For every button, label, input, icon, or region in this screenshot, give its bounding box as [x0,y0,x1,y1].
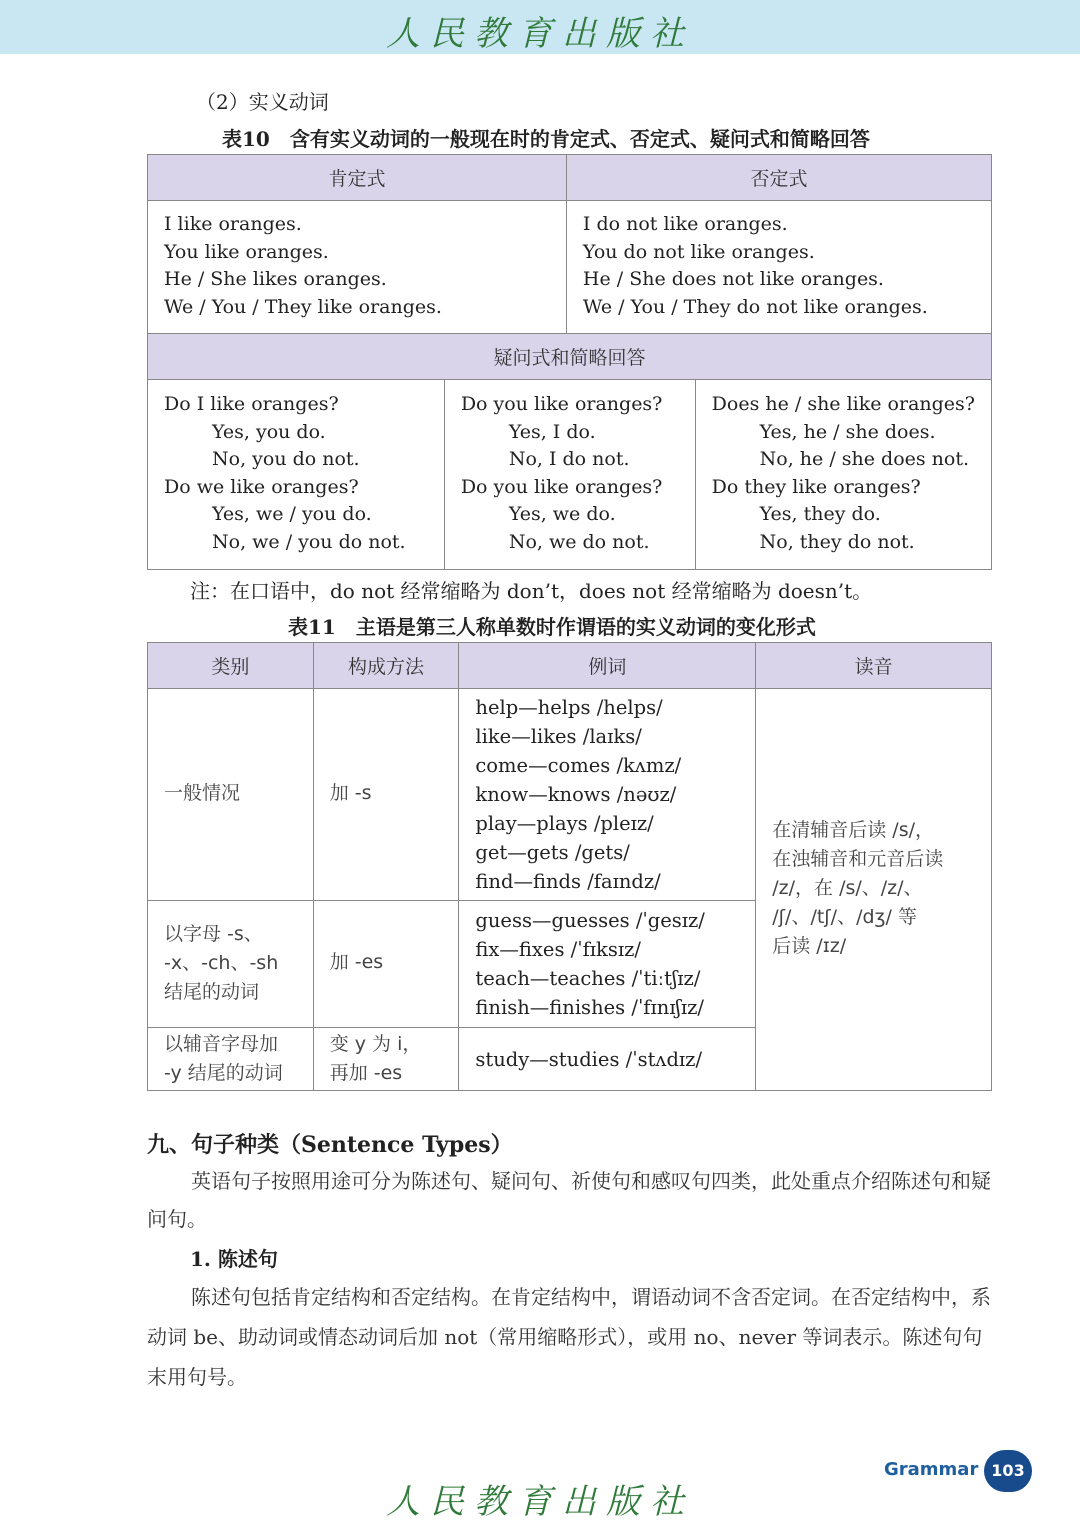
answer-line: Yes, we / you do. [212,503,372,525]
table11-header-category: 类别 [148,643,314,689]
question-line: Do they like oranges? [711,475,921,498]
row2-examples [459,901,756,1028]
row2-method: 加 -es [313,901,459,1028]
section9-title: 九、句子种类（Sentence Types） [147,1132,513,1158]
row1-method: 加 -s [313,689,459,901]
table10-title: 含有实义动词的一般现在时的肯定式、否定式、疑问式和简略回答 [289,127,870,151]
row2-category [148,901,314,1028]
section9-intro: 英语句子按照用途可分为陈述句、疑问句、祈使句和感叹句四类，此处重点介绍陈述句和疑问句。 [147,1169,991,1231]
table10-header-affirm: 肯定式 [148,155,567,201]
answer-line: Yes, they do. [759,503,881,525]
answer-line: No, I do not. [508,448,630,470]
question-line: Do you like oranges? [460,393,663,415]
answer-line: No, we do not. [508,530,650,553]
table10-note: 注：在口语中，do not 经常缩略为 don’t，does not 经常缩略为 doesn’t。 [190,579,873,603]
table10-number: 表10 [222,127,270,151]
pronunciation-line: 在浊辅音和元音后读 [772,848,944,870]
example-word: finish—finishes /ˈfɪnɪʃɪz/ [475,996,704,1019]
example-word: play—plays /pleɪz/ [475,812,654,835]
table10-question-cell-1 [148,380,445,570]
table11-header-examples: 例词 [459,643,756,689]
publisher-logo-top: 人民教育出版社 [386,14,694,54]
table11-header-method: 构成方法 [313,643,459,689]
category-line: -y 结尾的动词 [164,1062,283,1084]
question-line: Do I like oranges? [164,393,339,415]
row3-method [313,1028,459,1091]
example-word: come—comes /kʌmz/ [475,754,682,777]
affirm-line: We / You / They like oranges. [164,295,442,318]
row1-examples [459,689,756,901]
publisher-logo-bottom: 人民教育出版社 [386,1482,694,1522]
method-line: 再加 -es [329,1062,403,1084]
pronunciation-line: /z/，在 /s/、/z/、 [772,877,923,899]
table11-caption [288,611,816,640]
table11 [147,642,992,1091]
table10-question-cell-2 [444,380,695,570]
example-word: get—gets /gets/ [475,841,630,864]
answer-line: Yes, you do. [212,420,326,443]
pronunciation-line: /ʃ/、/tʃ/、/dʒ/ 等 [772,906,917,928]
question-line: Do we like oranges? [164,475,359,498]
pronunciation-line: 在清辅音后读 /s/， [772,819,935,841]
question-line: Does he / she like oranges? [711,393,975,415]
table10-question-cell-3 [695,380,991,570]
negative-line: We / You / They do not like oranges. [582,295,928,318]
example-word: help—helps /helps/ [475,696,663,719]
table10-header-negative: 否定式 [566,155,991,201]
example-word: fix—fixes /ˈfɪksɪz/ [475,938,641,961]
row3-examples [459,1028,756,1091]
method-line: 变 y 为 i， [329,1033,422,1055]
table11-number: 表11 [288,615,336,639]
question-line: Do you like oranges? [460,475,663,498]
answer-line: No, they do not. [759,530,915,553]
subsection-declarative-text: 陈述句包括肯定结构和否定结构。在肯定结构中，谓语动词不含否定词。在否定结构中，系动词 be、助动词或情态动词后加 not（常用缩略形式），或用 no、never 等词表示。陈述句句末用句号。 [147,1285,991,1389]
negative-line: I do not like oranges. [582,213,788,235]
pronunciation-line: 后读 /ɪz/ [772,935,847,957]
example-word: teach—teaches /ˈtiːtʃɪz/ [475,967,701,990]
answer-line: Yes, he / she does. [759,420,936,443]
answer-line: Yes, we do. [508,503,616,525]
example-word: study—studies /ˈstʌdɪz/ [475,1047,703,1071]
category-line: -x、-ch、-sh [164,951,279,974]
example-word: know—knows /nəʊz/ [475,783,677,806]
table10-affirm-cell [148,201,567,334]
answer-line: No, we / you do not. [212,530,406,553]
example-word: like—likes /laɪks/ [475,725,642,748]
category-line: 以字母 -s、 [164,922,263,945]
affirm-line: He / She likes oranges. [164,268,387,290]
category-line: 结尾的动词 [164,980,260,1003]
negative-line: You do not like oranges. [582,240,815,263]
table10-caption [222,123,870,152]
row3-category [148,1028,314,1091]
answer-line: Yes, I do. [508,420,596,443]
table11-title: 主语是第三人称单数时作谓语的实义动词的变化形式 [355,615,816,639]
table10 [147,154,992,570]
example-word: find—finds /faɪndz/ [475,870,661,893]
answer-line: No, he / she does not. [759,448,970,470]
table10-header-question: 疑问式和简略回答 [148,334,992,380]
footer-section-label: Grammar [884,1459,979,1480]
row1-category: 一般情况 [148,689,314,901]
example-word: guess—guesses /ˈgesɪz/ [475,909,705,932]
table10-negative-cell [566,201,991,334]
pronunciation-rule [756,689,992,1091]
table11-header-pronunciation: 读音 [756,643,992,689]
subsection-declarative-title: 1. 陈述句 [190,1247,278,1271]
subsection-heading: （2）实义动词 [196,90,329,114]
page-number-badge: 103 [984,1450,1032,1492]
affirm-line: I like oranges. [164,213,302,235]
negative-line: He / She does not like oranges. [582,268,884,290]
category-line: 以辅音字母加 [164,1033,279,1055]
answer-line: No, you do not. [212,448,360,470]
affirm-line: You like oranges. [164,240,329,263]
